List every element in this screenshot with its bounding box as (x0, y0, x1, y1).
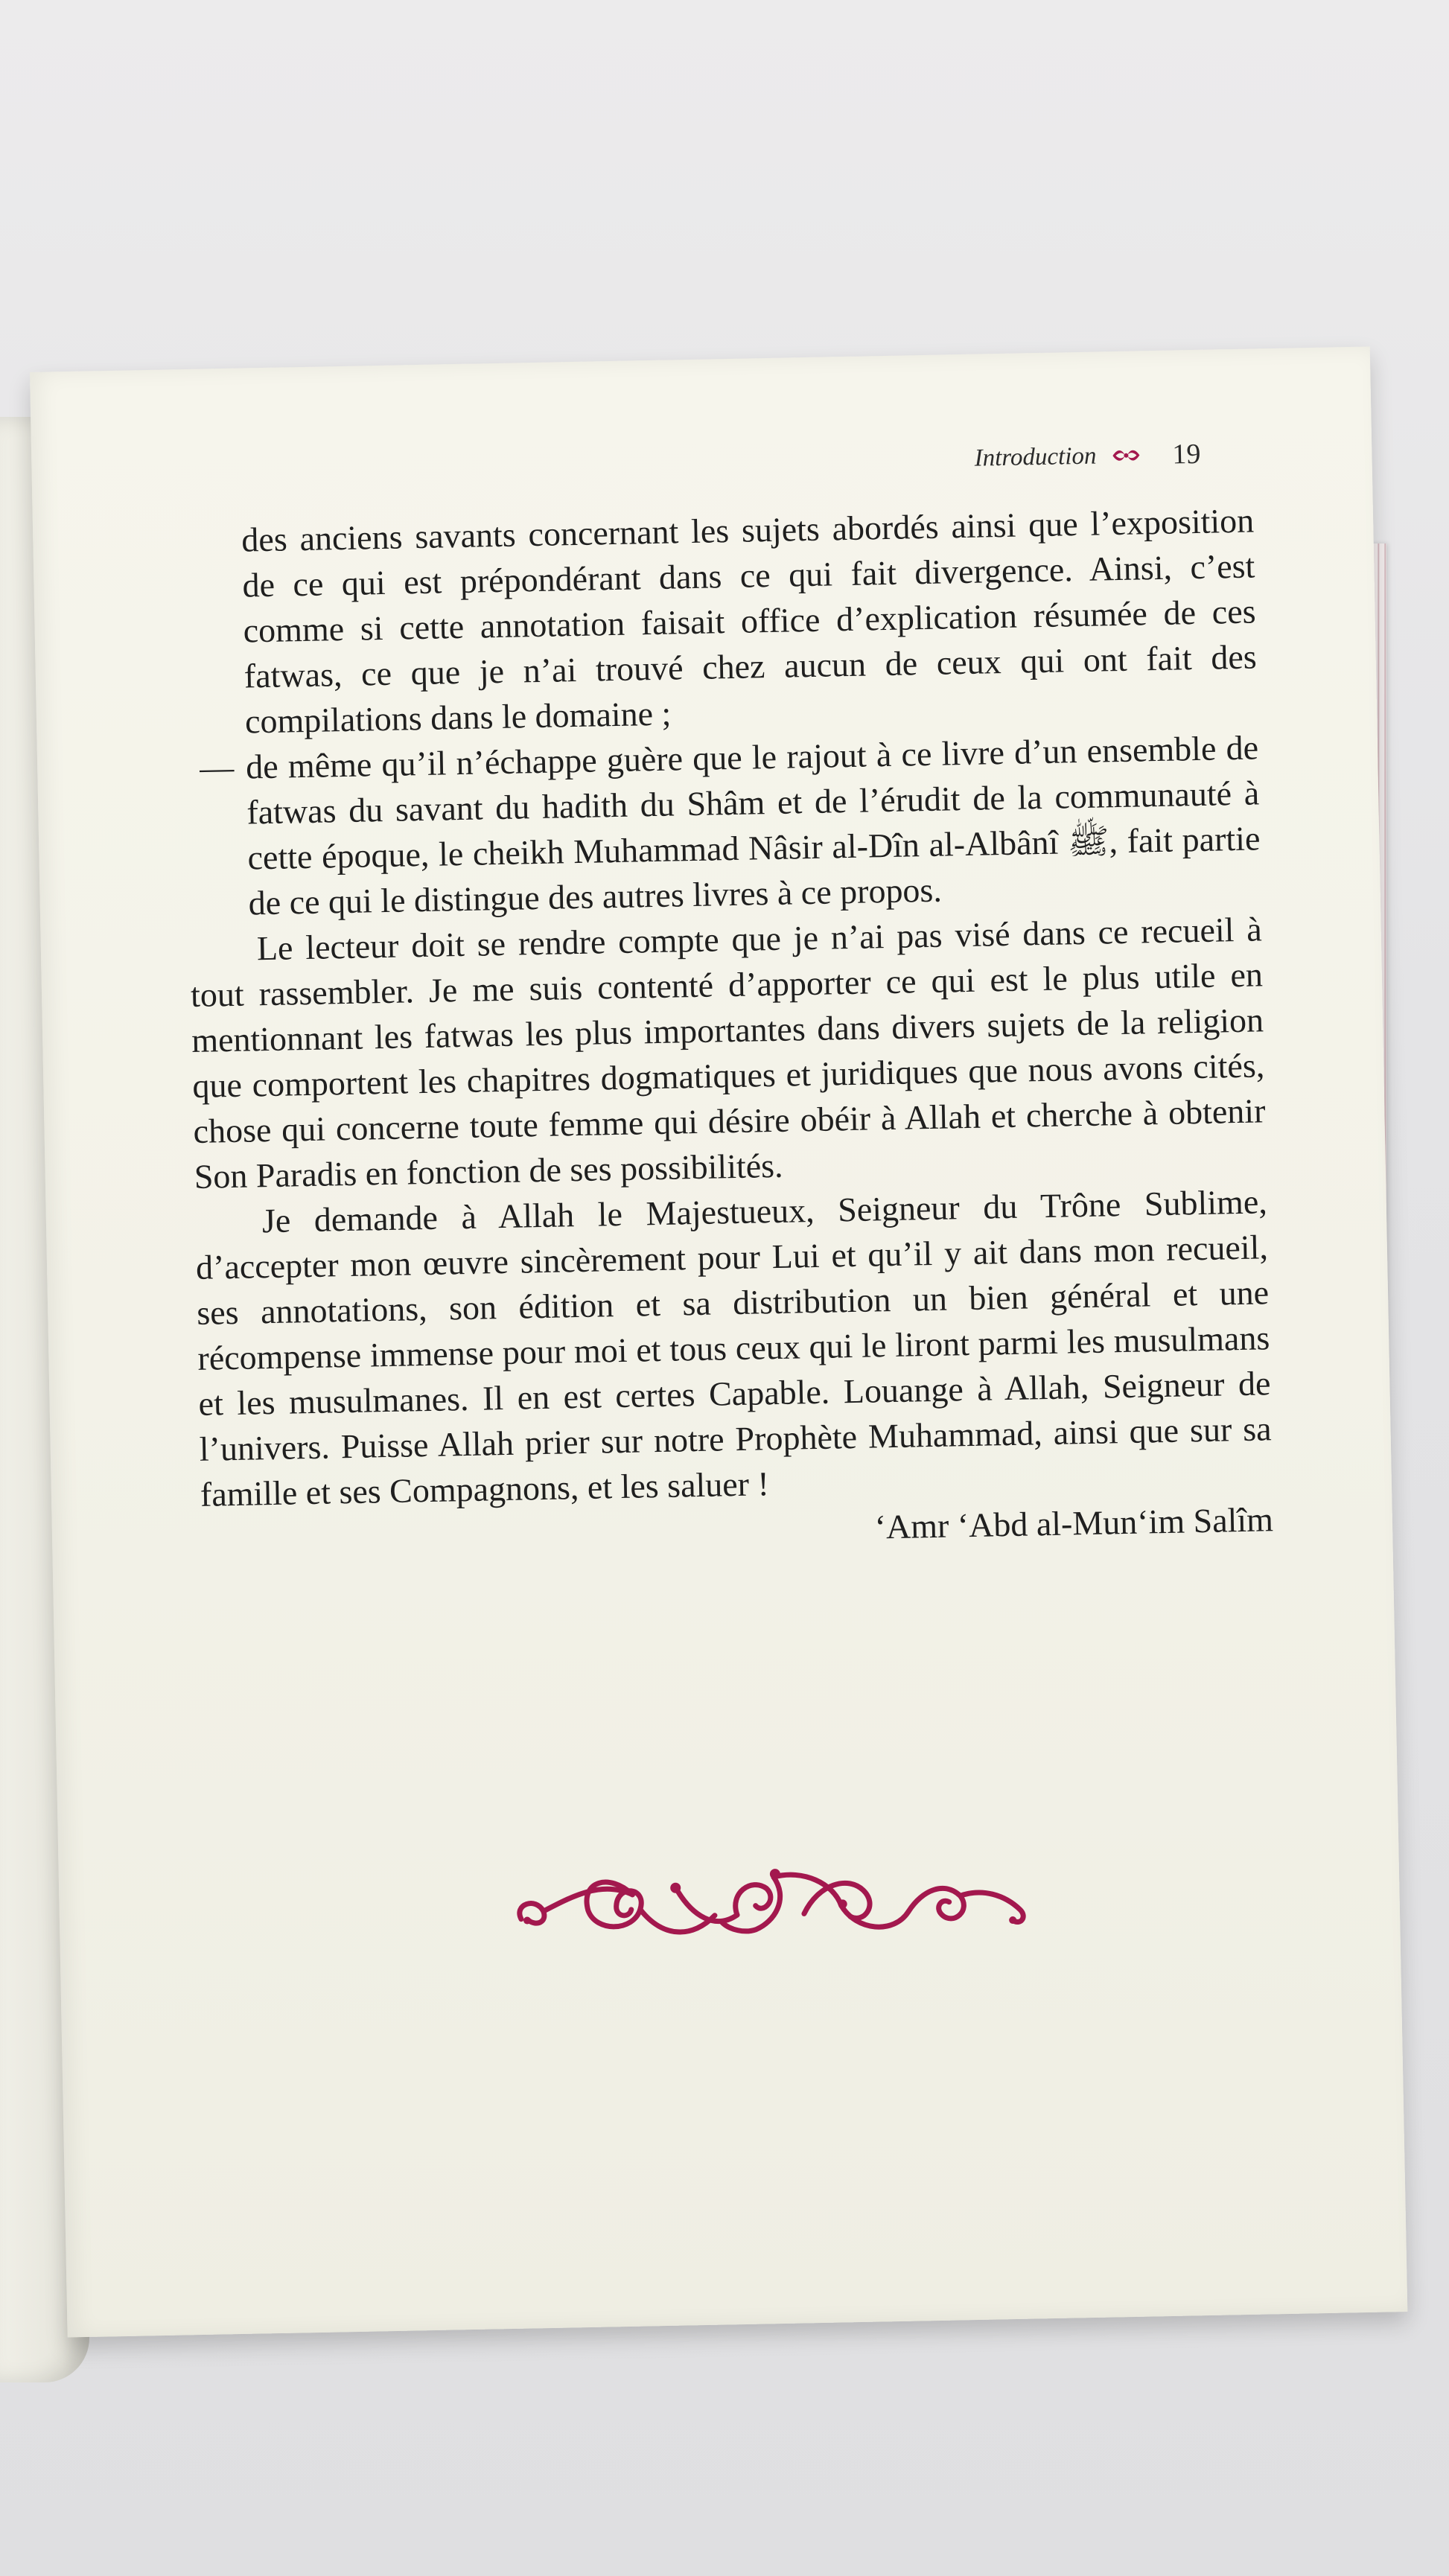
page-number: 19 (1172, 438, 1201, 471)
main-text (182, 497, 1274, 1562)
scroll-flourish-ornament (505, 1842, 1043, 1957)
running-title: Introduction (974, 442, 1097, 472)
paragraph: Le lecteur doit se rendre compte que je n’ai pas visé dans ce recueil à tout rassembler. Je me suis contenté d’apporter ce qui est le plus utile en mentionnant les fatwas les plus importantes dans divers sujets de la religion que comportent les chapitres dogmatiques et juridiques que nous avons cités, chose qui concerne toute femme qui désire obéir à Allah et cherche à obtenir Son Paradis en fonction de ses possibilités. (190, 910, 1266, 1196)
book-page (30, 346, 1407, 2337)
bullet-list (182, 497, 1261, 927)
running-head (974, 438, 1201, 475)
list-item-continued: des anciens savants concernant les sujets abordés ainsi que l’exposition de ce qui est prépondérant dans ce qui fait divergence. Ainsi, c’est comme si cette annotation faisait office d’explication résumée de ces fatwas, ce que je n’ai trouvé chez aucun de ceux qui ont fait des compilations dans le domaine ; (241, 501, 1258, 741)
list-item (199, 724, 1261, 925)
author-signature: ‘Amr ‘Abd al-Mun‘im Salîm (874, 1500, 1274, 1546)
list-item-text: de même qu’il n’échappe guère que le rajout à ce livre d’un ensemble de fatwas du savant du hadith du Shâm et de l’érudit de la communauté à cette époque, le cheikh Muhammad Nâsir al-Dîn al-Albânî ﷺ, fait partie de ce qui le distingue des autres livres à ce propos. (245, 728, 1261, 922)
floral-ornament-icon (1109, 444, 1143, 467)
paragraph: Je demande à Allah le Majestueux, Seigneur du Trône Sublime, d’accepter mon œuvre sincèrement pour Lui et qu’il y ait dans mon recueil, ses annotations, son édition et sa distribution un bien général et une récompense immense pour moi et tous ceux qui le liront parmi les musulmans et les musulmanes. Il en est certes Capable. Louange à Allah, Seigneur de l’univers. Puisse Allah prier sur notre Prophète Muhammad, ainsi que sur sa famille et ses Compagnons, et les saluer ! (195, 1182, 1273, 1514)
list-dash: — (199, 747, 235, 787)
